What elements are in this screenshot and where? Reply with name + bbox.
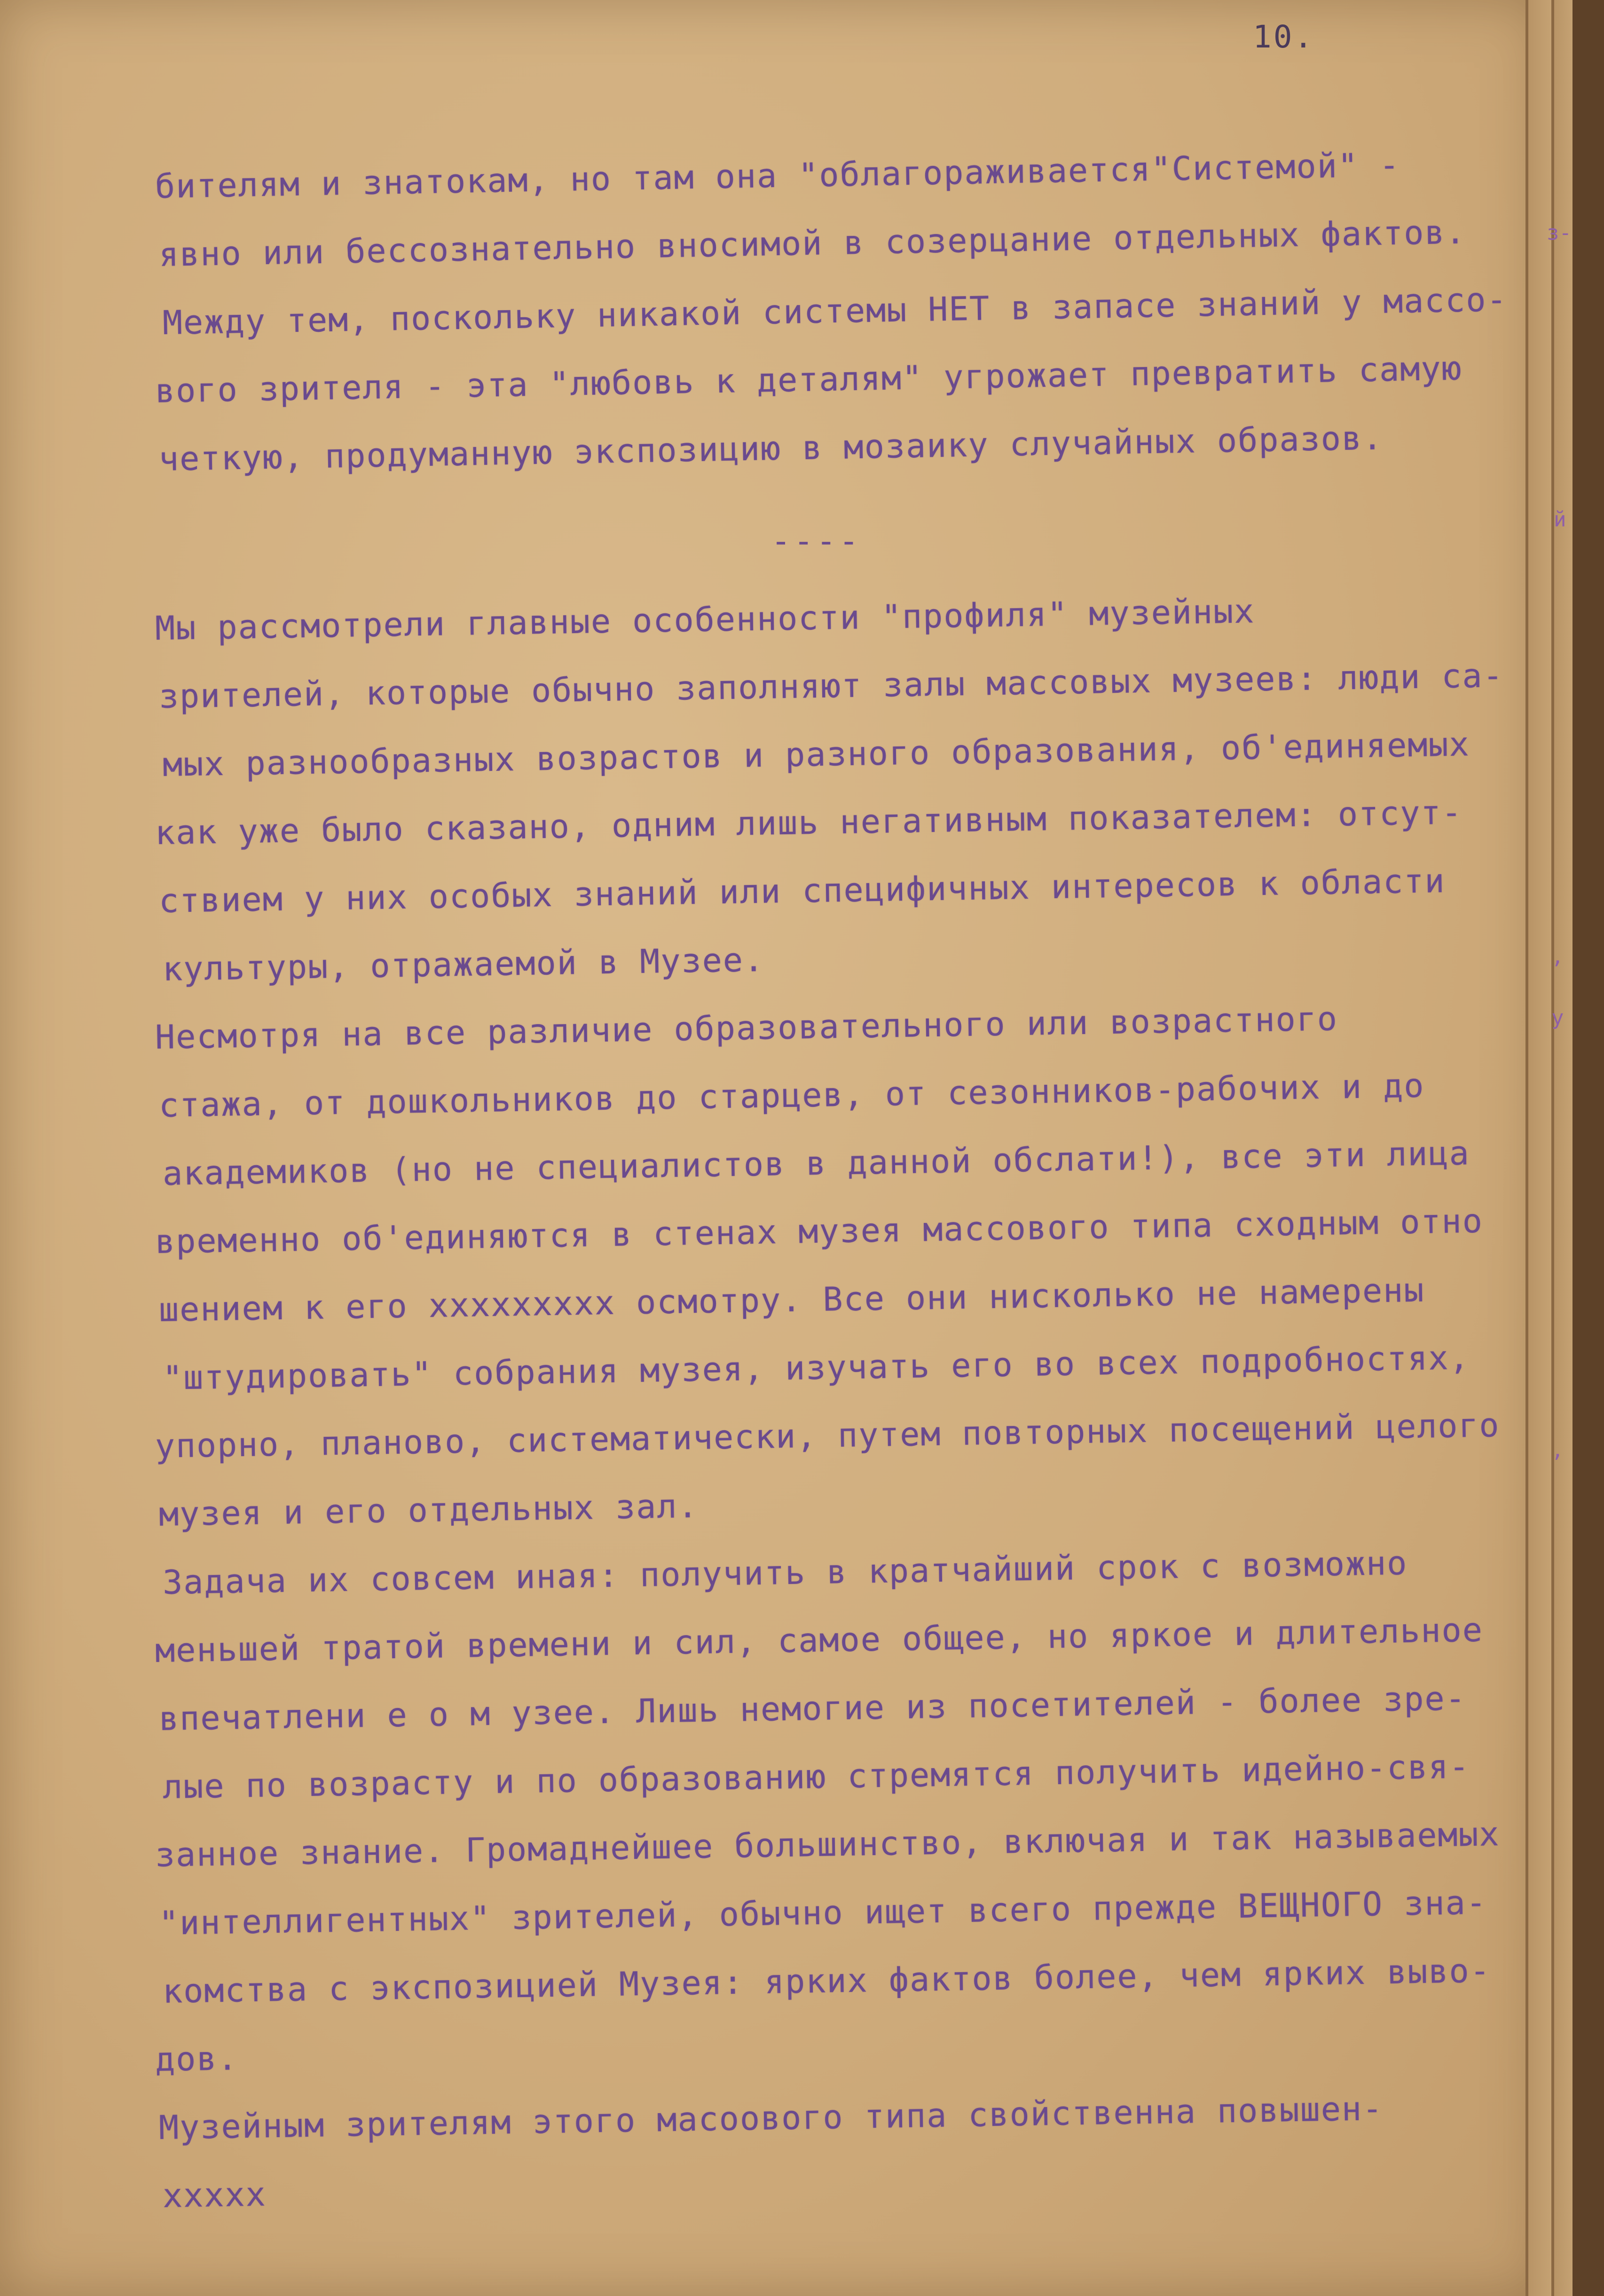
- typed-line: явно или бессознательно вносимой в созерцание отдельных фактов.: [158, 212, 1467, 274]
- typed-line: Музейным зрителям этого масоового типа свойственна повышен-: [158, 2089, 1384, 2147]
- typed-paragraph-block: [155, 592, 1504, 2230]
- typed-line: вого зрителя - эта "любовь к деталям" угрожает превратить самую: [155, 349, 1463, 410]
- typed-line: зрителей, которые обычно заполняют залы массовых музеев: люди са-: [158, 656, 1504, 716]
- typed-line: дов.: [155, 2039, 239, 2079]
- typed-line: бителям и знатокам, но там она "облагораживается"Системой" -: [155, 145, 1400, 206]
- typed-line: стажа, от дошкольников до старцев, от сезонников-рабочих и до: [158, 1066, 1425, 1125]
- section-separator: ----: [771, 522, 862, 560]
- typed-line: ствием у них особых знаний или специфичных интересов к области: [158, 862, 1446, 920]
- margin-mark: ,: [1551, 1438, 1564, 1462]
- typed-line: впечатлени е о м узее. Лишь немогие из посетителей - более зре-: [158, 1679, 1467, 1738]
- typed-line: шением к его xxxxxxxxx осмотру. Все они нисколько не намерены: [158, 1270, 1425, 1329]
- typed-line: культуры, отражаемой в Музее.: [162, 940, 765, 988]
- typed-line: мых разнообразных возрастов и разного образования, об'единяемых: [162, 725, 1470, 784]
- typed-line: как уже было сказано, одним лишь негативным показателем: отсут-: [155, 793, 1463, 852]
- typed-line: временно об'единяются в стенах музея массового типа сходным отно: [155, 1201, 1484, 1261]
- typed-line: лые по возрасту и по образованию стремятся получить идейно-свя-: [162, 1747, 1470, 1806]
- typed-line: музея и его отдельных зал.: [158, 1486, 699, 1534]
- page-edge-layer: [1573, 0, 1604, 2296]
- margin-mark: у: [1551, 1006, 1564, 1030]
- typed-line: Задача их совсем иная: получить в кратчайший срок с возможно: [162, 1544, 1408, 1602]
- page-number: 10.: [1253, 19, 1315, 55]
- typed-line: упорно, планово, систематически, путем повторных посещений целого: [155, 1406, 1501, 1465]
- typed-line: академиков (но не специалистов в данной обслати!), все эти лица: [162, 1134, 1470, 1193]
- typed-line: xxxxx: [162, 2175, 267, 2215]
- margin-mark: ,: [1551, 945, 1564, 969]
- margin-mark: з-: [1547, 221, 1572, 245]
- typed-line: четкую, продуманную экспозицию в мозаику случайных образов.: [158, 418, 1384, 478]
- typed-line: Между тем, поскольку никакой системы НЕТ в запасе знаний у массо-: [162, 280, 1508, 342]
- typed-paragraph-block: [155, 145, 1508, 494]
- typed-line: Несмотря на все различие образовательного или возрастного: [155, 999, 1338, 1057]
- typed-line: меньшей тратой времени и сил, самое общее, но яркое и длительное: [155, 1610, 1484, 1670]
- typed-line: Мы рассмотрели главные особенности "профиля" музейных: [155, 592, 1255, 648]
- typed-line: "интеллигентных" зрителей, обычно ищет всего прежде ВЕЩНОГО зна-: [158, 1883, 1487, 1943]
- typed-line: занное знание. Громаднейшее большинство, включая и так называемых: [155, 1815, 1501, 1874]
- typed-line: комства с экспозицией Музея: ярких фактов более, чем ярких выво-: [162, 1951, 1491, 2011]
- margin-mark: й: [1554, 508, 1566, 532]
- typed-line: "штудировать" собрания музея, изучать его во всех подробностях,: [162, 1338, 1470, 1397]
